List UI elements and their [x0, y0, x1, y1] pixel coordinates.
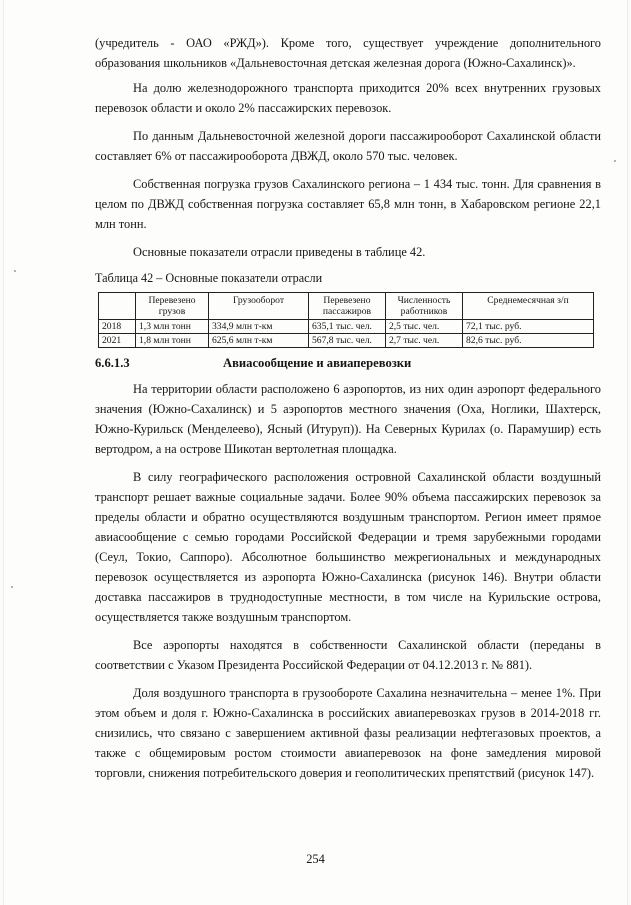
- page-number: 254: [306, 852, 325, 866]
- scan-speck: [14, 270, 16, 272]
- table-cell: 2,7 тыс. чел.: [385, 334, 462, 348]
- table-cell-year: 2021: [99, 334, 136, 348]
- paragraph-8: Все аэропорты находятся в собственности Сахалинской области (переданы в соответствии с Указом Президента Российской Федерации от 04.12.2013 г. № 881).: [95, 638, 601, 672]
- table-header-cell: Численность работников: [385, 293, 462, 320]
- table-cell: 1,3 млн тонн: [136, 320, 209, 334]
- table-cell-year: 2018: [99, 320, 136, 334]
- section-heading: [95, 354, 601, 372]
- table-cell: 2,5 тыс. чел.: [385, 320, 462, 334]
- table-cell: 625,6 млн т-км: [209, 334, 309, 348]
- indicators-table: [98, 292, 594, 348]
- paragraph-1: (учредитель - ОАО «РЖД»). Кроме того, существует учреждение дополнительного образования школьников «Дальневосточная детская железная дорога (Южно-Сахалинск)».: [95, 36, 601, 70]
- table-caption: Таблица 42 – Основные показатели отрасли: [95, 271, 323, 285]
- section-number: 6.6.1.3: [95, 356, 130, 370]
- page-content: [95, 33, 601, 783]
- table-header-cell: Перевезено пассажиров: [308, 293, 385, 320]
- table-cell: 334,9 млн т-км: [209, 320, 309, 334]
- table-header-row: [99, 293, 594, 320]
- paragraph-7: В силу географического расположения островной Сахалинской области воздушный транспорт решает важные социальные задачи. Более 90% объема пассажирских перевозок за пределы области и обратно осуществляются воздушным транспортом. Регион имеет прямое авиасообщение с семью городами Российской Федерации и тремя зарубежными городами (Сеул, Токио, Саппоро). Абсолютное большинство межрегиональных и международных перевозок осуществляется из аэропорта Южно-Сахалинска (рисунок 146). Внутри области доставка пассажиров в труднодоступные местности, в том числе на Курильские острова, осуществляется также воздушным транспортом.: [95, 470, 601, 624]
- table-header-cell: Грузооборот: [209, 293, 309, 320]
- scan-speck: [11, 586, 13, 588]
- table-cell: 82,6 тыс. руб.: [462, 334, 593, 348]
- table-header-cell: [99, 293, 136, 320]
- table-header-cell: Перевезено грузов: [136, 293, 209, 320]
- table-header-cell: Среднемесячная з/п: [462, 293, 593, 320]
- table-cell: 1,8 млн тонн: [136, 334, 209, 348]
- paragraph-6: На территории области расположено 6 аэропортов, из них один аэропорт федерального значения (Южно-Сахалинск) и 5 аэропортов местного значения (Оха, Ноглики, Шахтерск, Южно-Курильск (Менделеево), Ясный (Итуруп)). На Северных Курилах (о. Парамушир) есть вертодром, а на острове Шикотан вертолетная площадка.: [95, 382, 601, 456]
- paragraph-2: На долю железнодорожного транспорта приходится 20% всех внутренних грузовых перевозок области и около 2% пассажирских перевозок.: [95, 81, 601, 115]
- paragraph-9: Доля воздушного транспорта в грузообороте Сахалина незначительна – менее 1%. При этом объем и доля г. Южно-Сахалинска в российских авиаперевозках грузов в 2014-2018 гг. снизились, что связано с завершением активной фазы реализации нефтегазовых проектов, а также с общемировым ростом стоимости авиаперевозок на фоне замедления мировой торговли, снижения потребительского доверия и геополитических препятствий (рисунок 147).: [95, 686, 601, 780]
- paragraph-5: Основные показатели отрасли приведены в таблице 42.: [133, 245, 426, 259]
- scan-speck: [614, 160, 616, 162]
- paragraph-4: Собственная погрузка грузов Сахалинского региона – 1 434 тыс. тонн. Для сравнения в целом по ДВЖД собственная погрузка составляет 65,8 млн тонн, в Хабаровском регионе 22,1 млн тонн.: [95, 177, 601, 231]
- paragraph-3: По данным Дальневосточной железной дороги пассажирооборот Сахалинской области составляет 6% от пассажирооборота ДВЖД, около 570 тыс. человек.: [95, 129, 601, 163]
- table-row: [99, 320, 594, 334]
- section-title: Авиасообщение и авиаперевозки: [223, 356, 412, 370]
- table-cell: 72,1 тыс. руб.: [462, 320, 593, 334]
- table-row: [99, 334, 594, 348]
- table-cell: 635,1 тыс. чел.: [308, 320, 385, 334]
- table-cell: 567,8 тыс. чел.: [308, 334, 385, 348]
